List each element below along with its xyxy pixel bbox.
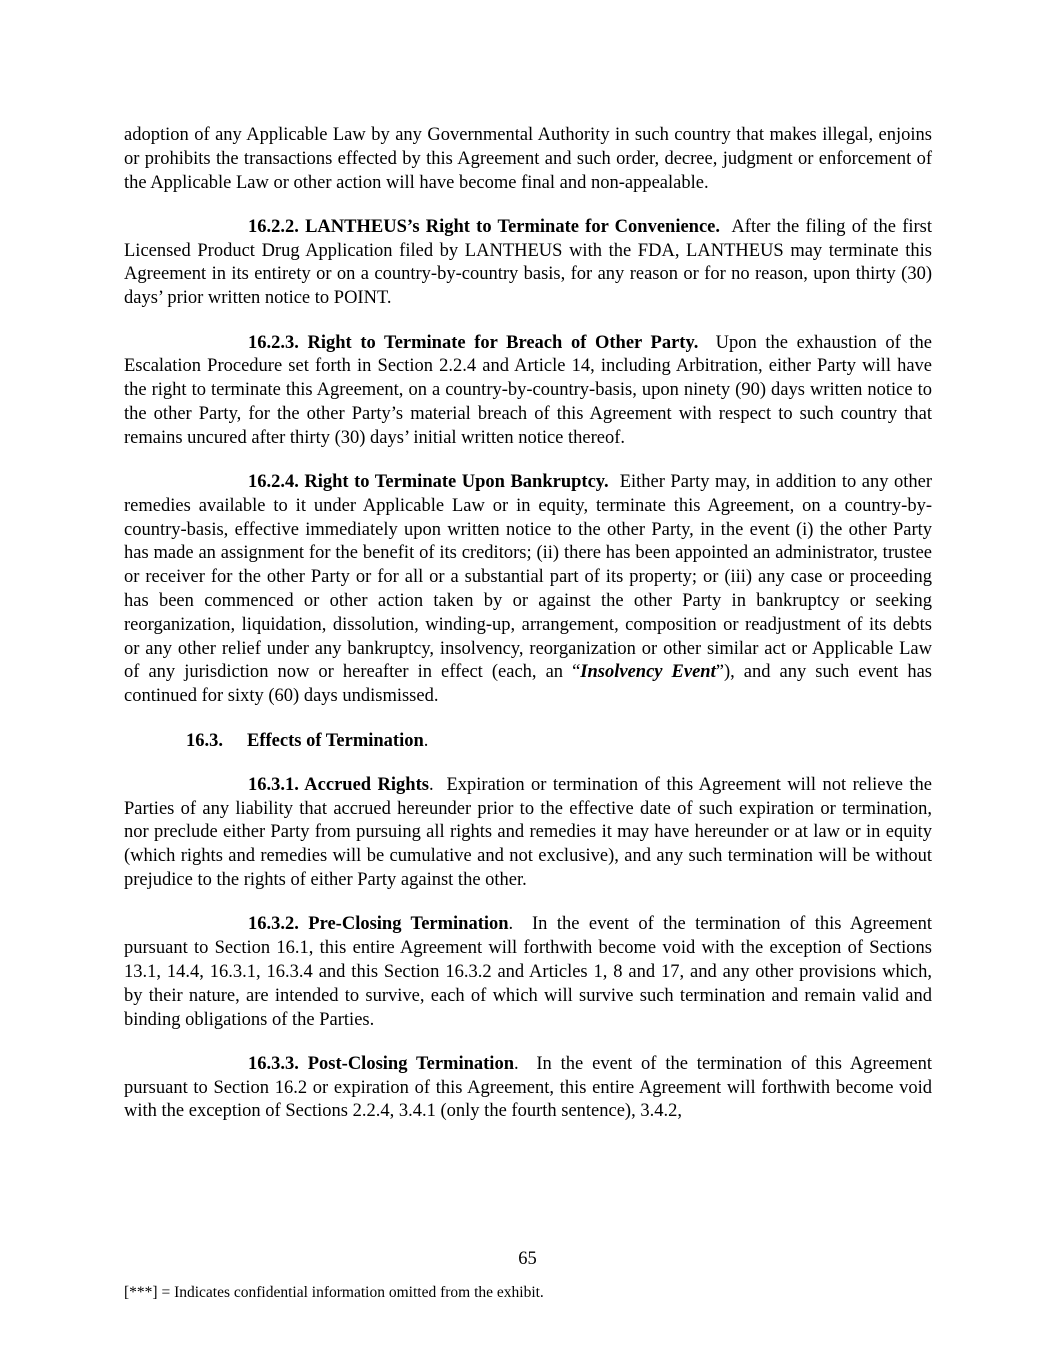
clause-heading-trail: .: [513, 1053, 519, 1074]
clause-16-2-4: [124, 471, 932, 709]
clause-heading: 16.2.3. Right to Terminate for Breach of Other Party.: [248, 332, 699, 353]
section-16-3-heading: [186, 730, 932, 754]
clause-16-3-1: [124, 774, 932, 893]
page-number: 65: [518, 1249, 537, 1269]
clause-text: In the event of the termination of this Agreement pursuant to Section 16.1, this entire Agreement will forthwith become void with the exception of Sections 13.1, 14.4, 16.3.1, 16.3.4 and this Section 16.3.2 and Articles 1, 8 and 17, and any other provisions which, by their nature, are intended to survive, each of which will survive such termination and remain valid and binding obligations of the Parties.: [124, 914, 933, 1030]
document-body: [124, 124, 932, 1145]
clause-heading-trail: .: [508, 914, 514, 935]
clause-heading: 16.2.4. Right to Terminate Upon Bankruptcy.: [248, 472, 609, 493]
clause-16-3-2: [124, 913, 932, 1032]
clause-text: Expiration or termination of this Agreement will not relieve the Parties of any liability that accrued hereunder prior to the effective date of such expiration or termination, nor preclude either Party from pursuing all rights and remedies it may have hereunder or at law or in equity (which rights and remedies will be cumulative and not exclusive), and any such termination will be without prejudice to the rights of either Party against the other.: [124, 774, 932, 891]
clause-heading: 16.2.2. LANTHEUS’s Right to Terminate for Convenience.: [248, 216, 721, 237]
clause-text: After the filing of the first Licensed Product Drug Application filed by LANTHEUS with the FDA, LANTHEUS may terminate this Agreement in its entirety or on a country-by-country basis, for any reason or for no reason, upon thirty (30) days’ prior written notice to POINT.: [124, 216, 932, 309]
clause-heading: 16.3.2. Pre-Closing Termination: [248, 914, 509, 935]
paragraph-text: adoption of any Applicable Law by any Governmental Authority in such country that makes illegal, enjoins or prohibits the transactions effected by this Agreement and such order, decree, judgment or enforcement of the Applicable Law or other action will have become final and non-appealable.: [124, 125, 932, 193]
section-title: Effects of Termination: [247, 730, 424, 751]
clause-heading: 16.3.1. Accrued Rights: [248, 774, 429, 795]
clause-text: In the event of the termination of this Agreement pursuant to Section 16.2 or expiration of this Agreement, this entire Agreement will forthwith become void with the exception of Sections 2.2.4, 3.4.1 (only the fourth sentence), 3.4.2,: [124, 1053, 933, 1122]
clause-16-2-2: [124, 216, 932, 311]
paragraph-adoption-of-law: [124, 124, 932, 195]
clause-16-2-3: [124, 332, 932, 451]
clause-text: Upon the exhaustion of the Escalation Procedure set forth in Section 2.2.4 and Article 14, including Arbitration, either Party will have the right to terminate this Agreement, on a country-by-country-basis, upon ninety (90) days written notice to the other Party, for the other Party’s material breach of this Agreement with respect to such country that remains uncured after thirty (30) days’ initial written notice thereof.: [124, 332, 932, 448]
clause-heading: 16.3.3. Post-Closing Termination: [248, 1053, 514, 1074]
clause-text-part-a: Either Party may, in addition to any other remedies available to it under Applicable Law or in equity, terminate this Agreement, on a country-by-country-basis, effective immediately upon written notice to the other Party, in the event (i) the other Party has made an assignment for the benefit of its creditors; (ii) there has been appointed an administrator, trustee or receiver for the other Party or for all or a substantial part of its property; or (iii) any case or proceeding has been commenced or other action taken by or against the other Party in bankruptcy or seeking reorganization, liquidation, dissolution, winding-up, arrangement, composition or readjustment of its debts or any other relief under any bankruptcy, insolvency, reorganization or other similar act or Applicable Law of any jurisdiction now or hereafter in effect (each, an “: [124, 472, 933, 683]
clause-16-3-3: [124, 1053, 932, 1124]
clause-heading-trail: .: [428, 774, 434, 795]
defined-term: Insolvency Event: [580, 662, 716, 683]
section-number: 16.3.: [186, 730, 223, 751]
confidentiality-footnote: [***] = Indicates confidential information omitted from the exhibit.: [124, 1284, 544, 1301]
clause-text-part-b: ”), and any such event has continued for sixty (60) days undismissed.: [124, 662, 933, 707]
section-title-trail: .: [423, 730, 429, 751]
